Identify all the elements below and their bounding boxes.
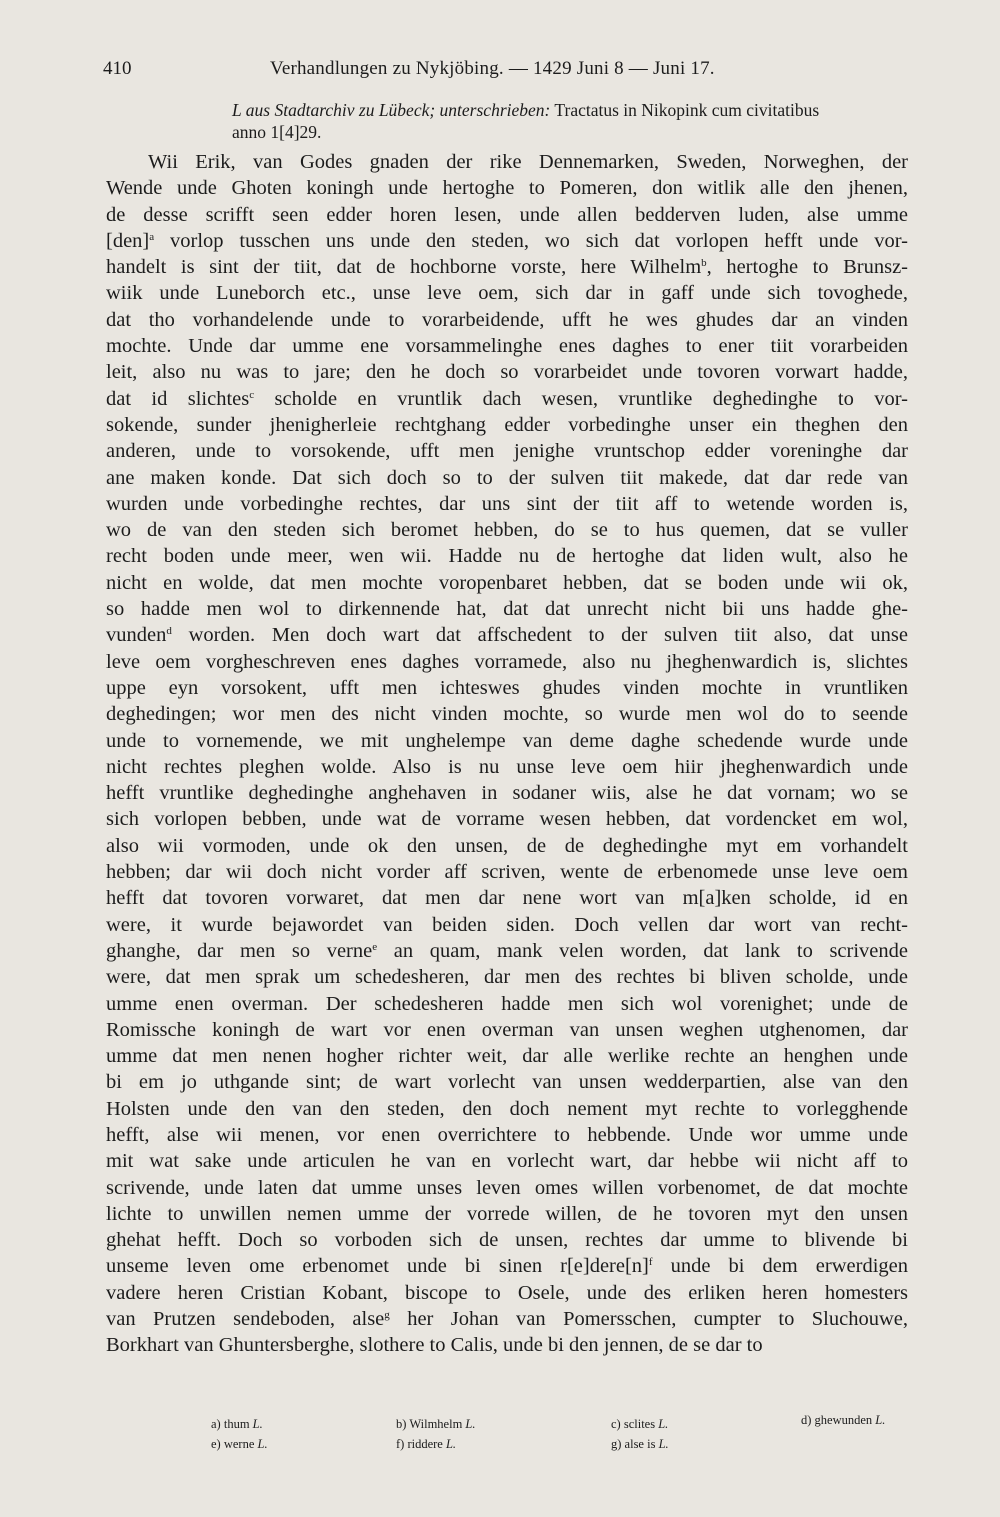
- text-line-content: uppe eyn vorsokent, ufft men ichteswes ghudes vinden mochte in vruntliken: [106, 676, 908, 699]
- text-line-content: were, it wurde bejawordet van beiden siden. Doch vellen dar wort van recht-: [106, 913, 908, 936]
- text-line: [106, 202, 908, 228]
- text-line: [106, 1043, 908, 1069]
- text-line: [106, 1280, 908, 1306]
- text-line-content: also wii vormoden, unde ok den unsen, de de deghedinghe myt em vorhandelt: [106, 834, 908, 857]
- text-line: [106, 622, 908, 648]
- footnote-marker: c: [249, 388, 255, 401]
- text-line-content: ane maken konde. Dat sich doch so to der sulven tiit makede, dat dar rede van: [106, 466, 908, 489]
- text-line: [106, 386, 908, 412]
- footnote: [611, 1434, 669, 1454]
- text-line: [106, 701, 908, 727]
- text-line: [106, 596, 908, 622]
- text-line: [106, 1253, 908, 1279]
- text-line: [106, 280, 908, 306]
- text-line: [106, 780, 908, 806]
- text-line-content: so hadde men wol to dirkennende hat, dat dat unrecht nicht bii uns hadde ghe-: [106, 598, 908, 621]
- source-note-line-1: [232, 99, 912, 121]
- text-line-content: wiik unde Luneborch etc., unse leve oem, sich dar in gaff unde sich tovoghede,: [106, 282, 908, 305]
- footnote: [611, 1414, 668, 1434]
- text-line-content: sich vorlopen bebben, unde wat de vorrame wesen hebben, dat vordencket em wol,: [106, 808, 908, 831]
- text-line-content: sokende, sunder jhenigherleie rechtghang edder vorbedinghe unser ein theghen den: [106, 413, 908, 436]
- text-line-continuation: unde bi dem erwerdigen: [652, 1255, 908, 1278]
- footnote-source: L.: [257, 1437, 268, 1451]
- text-line-content: dat tho vorhandelende unde to vorarbeidende, ufft he wes ghudes dar an vinden: [106, 308, 908, 331]
- text-line-content: vadere heren Cristian Kobant, biscope to Osele, unde des erliken heren homesters: [106, 1281, 908, 1304]
- source-note-italic: L aus Stadtarchiv zu Lübeck; unterschrieben:: [232, 100, 551, 120]
- text-line-content: unseme leven ome erbenomet unde bi sinen r[e]dere[n]: [106, 1255, 649, 1278]
- text-line-content: unde to vornemende, we mit unghelempe van deme daghe schedende wurde unde: [106, 729, 908, 752]
- footnote-text: thum: [223, 1417, 250, 1431]
- text-line-content: hefft vruntlike deghedinghe anghehaven in sodaner wiis, alse he dat vornam; wo se: [106, 782, 908, 805]
- text-line-content: hefft, alse wii menen, vor enen overrichtere to hebbende. Unde wor umme unde: [106, 1123, 908, 1146]
- text-line-content: lichte to unwillen nemen umme der vorrede willen, de he tovoren myt den unsen: [106, 1202, 908, 1225]
- text-line: [106, 1122, 908, 1148]
- footnote-marker: b: [701, 257, 707, 270]
- text-line: [106, 675, 908, 701]
- footnote-marker: f: [648, 1256, 653, 1269]
- text-line-content: umme dat men nenen hogher richter weit, dar alle werlike rechte an henghen unde: [106, 1045, 908, 1068]
- text-line-content: wo de van den steden sich beromet hebben, do se to hus quemen, dat se vuller: [106, 519, 908, 542]
- text-line-continuation: worden. Men doch wart dat affschedent to der sulven tiit also, dat unse: [171, 624, 908, 647]
- footnote-mark: e): [211, 1437, 221, 1451]
- footnote-marker: a: [149, 230, 155, 243]
- text-line-continuation: an quam, mank velen worden, dat lank to scrivende: [377, 939, 908, 962]
- text-line-content: recht boden unde meer, wen wii. Hadde nu de hertoghe dat liden wult, also he: [106, 545, 908, 568]
- footnote-mark: b): [396, 1417, 407, 1431]
- footnote-source: L.: [252, 1417, 263, 1431]
- text-line: [106, 1017, 908, 1043]
- text-line: [106, 1096, 908, 1122]
- text-line: [106, 359, 908, 385]
- text-line: [106, 885, 908, 911]
- page-number: 410: [103, 58, 132, 79]
- text-line-content: leve oem vorgheschreven enes daghes vorramede, also nu jheghenwardich is, slichtes: [106, 650, 908, 673]
- text-line: [106, 254, 908, 280]
- text-line: [106, 543, 908, 569]
- text-line: [106, 964, 908, 990]
- text-line-continuation: , hertoghe to Brunsz-: [706, 256, 908, 279]
- text-line-continuation: her Johan van Pomersschen, cumpter to Sluchouwe,: [389, 1308, 908, 1331]
- text-line: [106, 859, 908, 885]
- text-line-content: Wende unde Ghoten koningh unde hertoghe to Pomeren, don witlik alle den jhenen,: [106, 177, 908, 200]
- text-line-continuation: scholde en vruntlik dach wesen, vruntlike deghedinghe to vor-: [254, 387, 908, 410]
- text-line-content: were, dat men sprak um schedesheren, dar men des rechtes bi bliven scholde, unde: [106, 966, 908, 989]
- source-note: [232, 99, 912, 143]
- text-line: [106, 728, 908, 754]
- text-line-content: hefft dat tovoren vorwaret, dat men dar nene wort van m[a]ken scholde, id en: [106, 887, 908, 910]
- text-line-content: Romissche koningh de wart vor enen overman van unsen weghen utghenomen, dar: [106, 1018, 908, 1041]
- text-line-content: Holsten unde den van den steden, den doch nement myt rechte to vorlegghende: [106, 1097, 908, 1120]
- footnote-source: L.: [658, 1437, 669, 1451]
- text-line-content: umme enen overman. Der schedesheren hadde men sich wol vorenighet; unde de: [106, 992, 908, 1015]
- text-line: [106, 938, 908, 964]
- text-line: [106, 412, 908, 438]
- text-line-content: Wii Erik, van Godes gnaden der rike Dennemarken, Sweden, Norweghen, der: [148, 151, 908, 173]
- text-line: [106, 1201, 908, 1227]
- text-line-content: dat id slichtes: [106, 387, 250, 410]
- text-line: [106, 833, 908, 859]
- footnote: [396, 1414, 476, 1434]
- text-line: [106, 570, 908, 596]
- text-line-content: ghanghe, dar men so verne: [106, 939, 373, 962]
- text-line: [106, 1306, 908, 1332]
- footnote-text: riddere: [407, 1437, 443, 1451]
- footnote: [801, 1410, 885, 1430]
- footnote-mark: c): [611, 1417, 621, 1431]
- footnote: [396, 1434, 456, 1454]
- footnote-text: ghewunden: [814, 1413, 873, 1427]
- text-line-continuation: vorlop tusschen uns unde den steden, wo sich dat vorlopen hefft unde vor-: [154, 229, 908, 252]
- footnote: [211, 1414, 263, 1434]
- footnote-marker: g: [384, 1309, 390, 1322]
- text-line: [106, 1148, 908, 1174]
- text-line-content: nicht rechtes pleghen wolde. Also is nu unse leve oem hiir jheghenwardich unde: [106, 755, 908, 778]
- footnote-source: L.: [658, 1417, 669, 1431]
- footnote-source: L.: [465, 1417, 476, 1431]
- footnote-mark: g): [611, 1437, 622, 1451]
- footnote-source: L.: [875, 1413, 886, 1427]
- text-line: [106, 1227, 908, 1253]
- body-text: [106, 149, 908, 1359]
- source-note-text: Tractatus in Nikopink cum civitatibus: [554, 100, 820, 120]
- text-line: [106, 307, 908, 333]
- footnote-marker: d: [166, 625, 172, 638]
- text-line-content: Borkhart van Ghuntersberghe, slothere to Calis, unde bi den jennen, de se dar to: [106, 1334, 763, 1357]
- text-line: [106, 754, 908, 780]
- text-line-content: ghehat hefft. Doch so vorboden sich de unsen, rechtes dar umme to blivende bi: [106, 1229, 908, 1252]
- text-line-content: [den]: [106, 229, 150, 252]
- text-line: [106, 517, 908, 543]
- text-line-content: leit, also nu was to jare; den he doch so vorarbeidet unde tovoren vorwart hadde,: [106, 361, 908, 384]
- footnote-source: L.: [445, 1437, 457, 1451]
- text-line-content: scrivende, unde laten dat umme unses leven omes willen vorbenomet, de dat mochte: [106, 1176, 908, 1199]
- text-line: [106, 438, 908, 464]
- footnote-text: werne: [223, 1437, 255, 1451]
- page-header: [103, 58, 903, 88]
- footnote-marker: e: [372, 940, 378, 953]
- footnote-text: alse is: [624, 1437, 656, 1451]
- text-line-content: vunden: [106, 624, 167, 647]
- text-line: [106, 912, 908, 938]
- text-line: [106, 1069, 908, 1095]
- footnote-mark: f): [396, 1437, 405, 1451]
- text-line: [106, 149, 908, 175]
- text-line-content: wurden unde vorbedinghe rechtes, dar uns sint der tiit aff to wetende worden is,: [106, 492, 908, 515]
- footnote-text: Wilmhelm: [409, 1417, 463, 1431]
- text-line-content: nicht en wolde, dat men mochte voropenbaret hebben, dat se boden unde wii ok,: [106, 571, 908, 594]
- text-line-content: anderen, unde to vorsokende, ufft men jenighe vruntschop edder voreninghe dar: [106, 440, 908, 463]
- text-line: [106, 491, 908, 517]
- source-note-line-2: anno 1[4]29.: [232, 122, 322, 142]
- text-line-content: mochte. Unde dar umme ene vorsammelinghe enes daghes to ener tiit vorarbeiden: [106, 335, 908, 358]
- text-line-content: handelt is sint der tiit, dat de hochborne vorste, here Wilhelm: [106, 256, 702, 279]
- text-line: [106, 1175, 908, 1201]
- footnote-text: sclites: [623, 1417, 656, 1431]
- text-line: [106, 175, 908, 201]
- text-line-content: bi em jo uthgande sint; de wart vorlecht van unsen wedderpartien, alse van den: [106, 1071, 908, 1094]
- text-line: [106, 465, 908, 491]
- footnote-mark: d): [801, 1413, 812, 1427]
- footnote: [211, 1434, 268, 1454]
- text-line: [106, 333, 908, 359]
- text-line: [106, 228, 908, 254]
- text-line-content: de desse scrifft seen edder horen lesen, unde allen bedderven luden, alse umme: [106, 203, 908, 226]
- text-line: [106, 991, 908, 1017]
- text-line: [106, 806, 908, 832]
- text-line-content: van Prutzen sendeboden, alse: [106, 1308, 385, 1331]
- text-line-content: mit wat sake unde articulen he van en vorlecht wart, dar hebbe wii nicht aff to: [106, 1150, 908, 1173]
- text-line: [106, 1332, 908, 1358]
- text-line-content: deghedingen; wor men des nicht vinden mochte, so wurde men wol do to seende: [106, 703, 908, 726]
- footnote-mark: a): [211, 1417, 221, 1431]
- text-line: [106, 649, 908, 675]
- text-line-content: hebben; dar wii doch nicht vorder aff scriven, wente de erbenomede unse leve oem: [106, 861, 908, 884]
- running-title: Verhandlungen zu Nykjöbing. — 1429 Juni 8 — Juni 17.: [270, 58, 715, 79]
